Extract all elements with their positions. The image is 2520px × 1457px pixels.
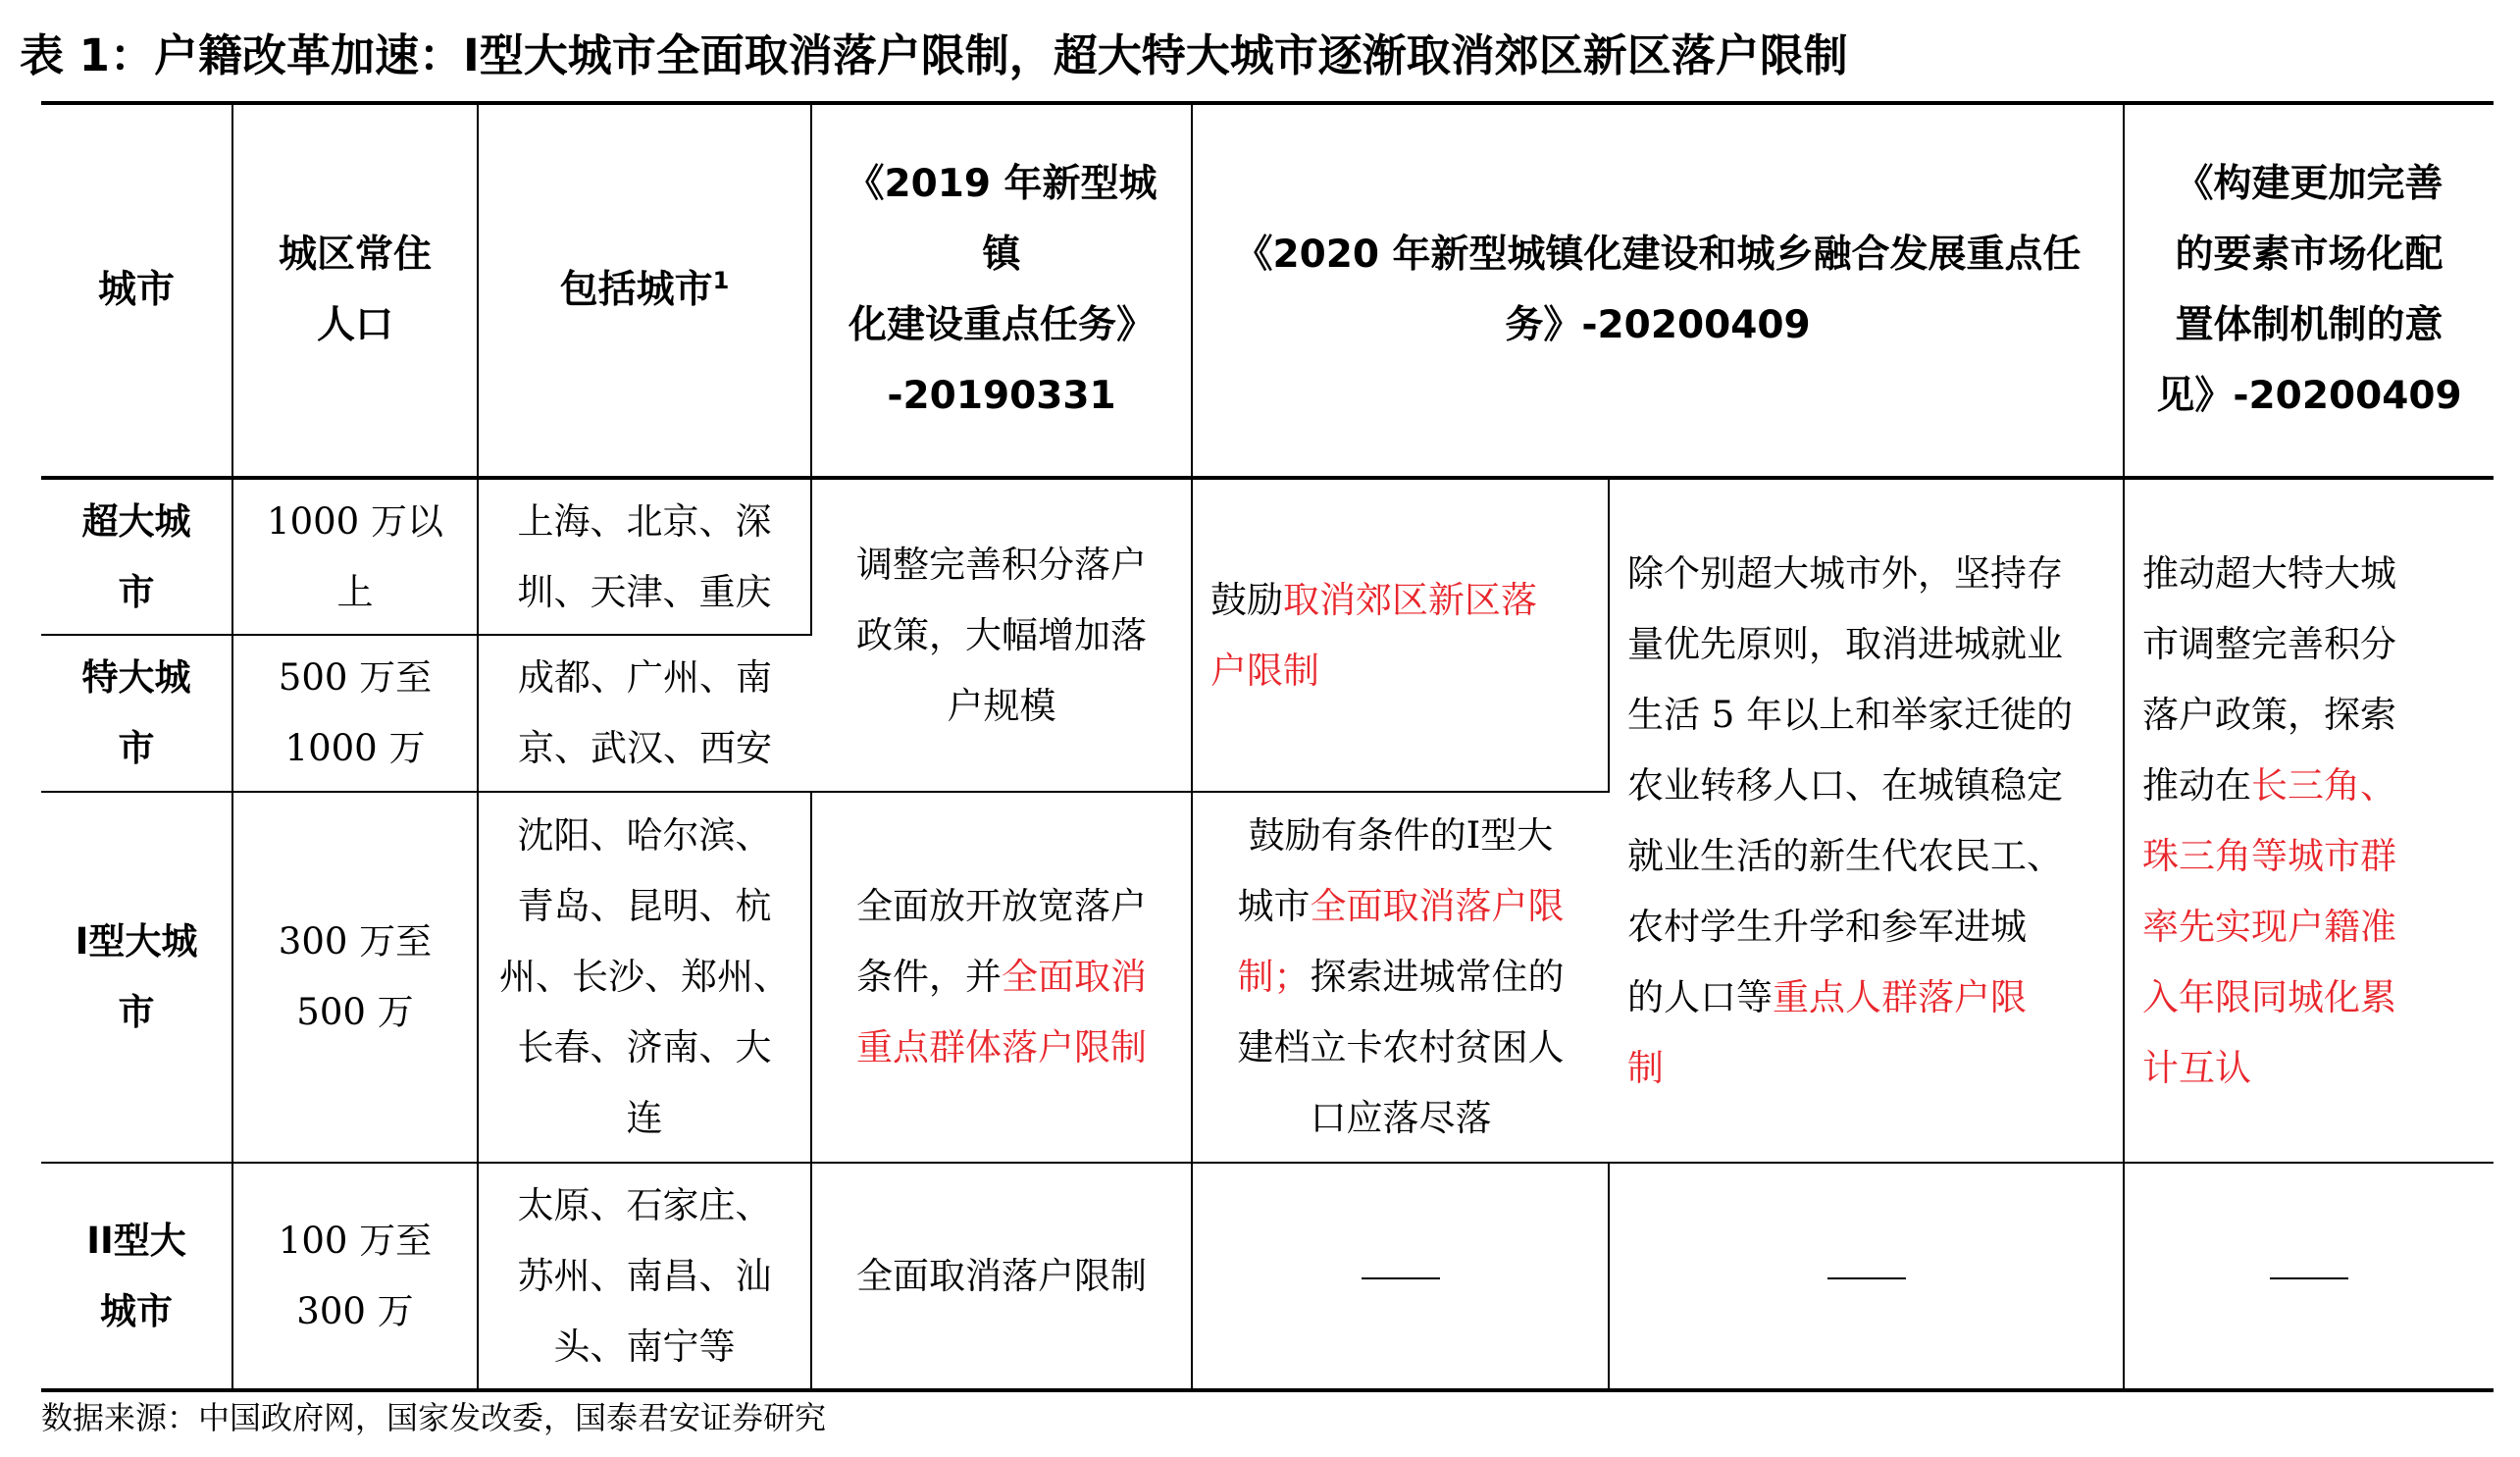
policy-2020-type2-empty — [1192, 1163, 1609, 1390]
header-city: 城市 — [41, 103, 232, 478]
cities-teda: 成都、广州、南 京、武汉、西安 — [478, 635, 811, 792]
header-population: 城区常住 人口 — [232, 103, 478, 478]
table-title: 表 1：户籍改革加速：I型大城市全面取消落户限制，超大特大城市逐渐取消郊区新区落户限制 — [20, 29, 1848, 81]
header-includes: 包括城市$^1$ — [478, 103, 811, 478]
tier-type1: I型大城 市 — [41, 792, 232, 1163]
policy-table — [41, 101, 2494, 1392]
empty-dash — [2270, 1277, 2348, 1279]
policy-2020-shared-type2-empty — [1609, 1163, 2124, 1390]
cities-type2: 太原、石家庄、 苏州、南昌、汕 头、南宁等 — [478, 1163, 811, 1390]
header-doc-2019: 《2019 年新型城镇 化建设重点任务》 -20190331 — [811, 103, 1192, 478]
policy-2020-shared: 除个别超大城市外，坚持存 量优先原则，取消进城就业 生活 5 年以上和举家迁徙的 农业转移人口、在城镇稳定 就业生活的新生代农民工、 农村学生升学和参军进城 的人口等重点人群落户限 制 — [1609, 478, 2124, 1163]
policy-market-type2-empty — [2124, 1163, 2494, 1390]
tier-chaoda: 超大城 市 — [41, 478, 232, 635]
table-row-type2 — [41, 1163, 2494, 1390]
population-type1: 300 万至 500 万 — [232, 792, 478, 1163]
tier-teda: 特大城 市 — [41, 635, 232, 792]
header-doc-market: 《构建更加完善 的要素市场化配 置体制机制的意 见》-20200409 — [2124, 103, 2494, 478]
footnote-marker: 1 — [712, 267, 730, 294]
policy-2020-type1: 鼓励有条件的I型大 城市全面取消落户限 制；探索进城常住的 建档立卡农村贫困人 口应落尽落 — [1192, 792, 1609, 1163]
source-note: 数据来源：中国政府网，国家发改委，国泰君安证券研究 — [41, 1399, 827, 1436]
cities-type1: 沈阳、哈尔滨、 青岛、昆明、杭 州、长沙、郑州、 长春、济南、大 连 — [478, 792, 811, 1163]
header-doc-2020: 《2020 年新型城镇化建设和城乡融合发展重点任 务》-20200409 — [1192, 103, 2124, 478]
empty-dash — [1362, 1277, 1440, 1279]
policy-market-big: 推动超大特大城 市调整完善积分 落户政策，探索 推动在长三角、 珠三角等城市群 率先实现户籍准 入年限同城化累 计互认 — [2124, 478, 2494, 1163]
empty-dash — [1827, 1277, 1906, 1279]
population-type2: 100 万至 300 万 — [232, 1163, 478, 1390]
cities-chaoda: 上海、北京、深 圳、天津、重庆 — [478, 478, 811, 635]
population-teda: 500 万至 1000 万 — [232, 635, 478, 792]
header-row — [41, 103, 2494, 478]
policy-2019-type1: 全面放开放宽落户 条件，并全面取消 重点群体落户限制 — [811, 792, 1192, 1163]
policy-2019-big: 调整完善积分落户 政策，大幅增加落 户规模 — [811, 478, 1192, 792]
table-row-chaoda — [41, 478, 2494, 635]
population-chaoda: 1000 万以 上 — [232, 478, 478, 635]
policy-2020-big: 鼓励取消郊区新区落 户限制 — [1192, 478, 1609, 792]
tier-type2: II型大 城市 — [41, 1163, 232, 1390]
policy-2019-type2: 全面取消落户限制 — [811, 1163, 1192, 1390]
